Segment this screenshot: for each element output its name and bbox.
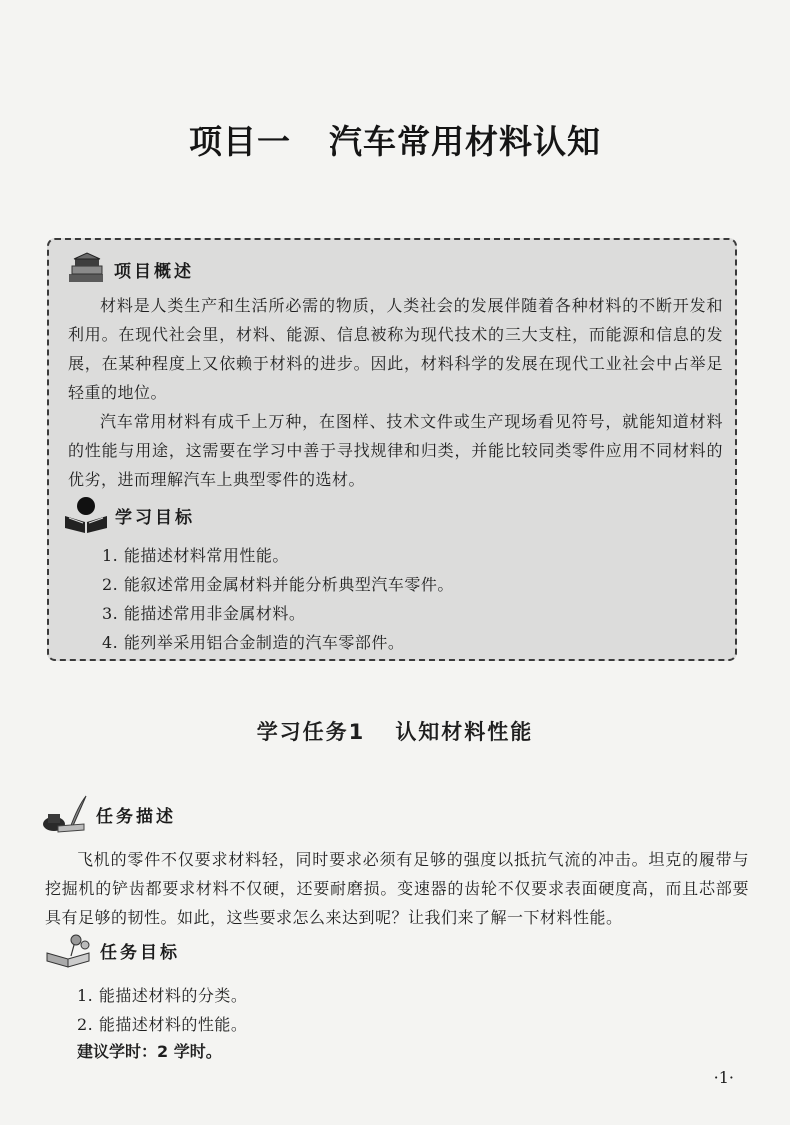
overview-paragraph-1: 材料是人类生产和生活所必需的物质，人类社会的发展伴随着各种材料的不断开发和利用。在现代社会里，材料、能源、信息被称为现代技术的三大支柱，而能源和信息的发展，在某种程度上又依赖于材料的进步。因此，材料科学的发展在现代工业社会中占举足轻重的地位。 — [68, 296, 723, 402]
task-description-text — [45, 845, 749, 932]
list-item: 1. 能描述材料的分类。 — [77, 986, 248, 1005]
list-item: 4. 能列举采用铝合金制造的汽车零部件。 — [102, 633, 405, 652]
suggested-hours: 建议学时：2 学时。 — [77, 1042, 222, 1061]
task-description-label: 任务描述 — [96, 806, 176, 827]
task-goals-list — [77, 981, 247, 1039]
title-project-name: 汽车常用材料认知 — [329, 122, 601, 161]
task-number: 学习任务1 — [256, 720, 366, 744]
books-stack-icon — [66, 252, 108, 286]
task-title — [0, 716, 790, 746]
list-item: 2. 能描述材料的性能。 — [77, 1015, 248, 1034]
learning-goals-heading — [63, 496, 195, 534]
list-item: 1. 能描述材料常用性能。 — [102, 546, 289, 565]
title-project-number: 项目一 — [189, 122, 291, 161]
page-number: ·1· — [713, 1068, 734, 1087]
reader-icon — [63, 496, 109, 534]
overview-text — [68, 291, 723, 494]
overview-label: 项目概述 — [114, 261, 194, 282]
task-name: 认知材料性能 — [395, 720, 534, 744]
open-book-flower-icon — [44, 931, 94, 969]
overview-paragraph-2: 汽车常用材料有成千上万种，在图样、技术文件或生产现场看见符号，就能知道材料的性能与用途，这需要在学习中善于寻找规律和归类，并能比较同类零件应用不同材料的优劣，进而理解汽车上典型零件的选材。 — [68, 412, 723, 489]
task-goals-label: 任务目标 — [100, 942, 180, 963]
task-description-paragraph: 飞机的零件不仅要求材料轻，同时要求必须有足够的强度以抵抗气流的冲击。坦克的履带与挖掘机的铲齿都要求材料不仅硬，还要耐磨损。变速器的齿轮不仅要求表面硬度高，而且芯部要具有足够的韧性。如此，这些要求怎么来达到呢？让我们来了解一下材料性能。 — [45, 850, 749, 927]
learning-goals-list — [102, 541, 454, 657]
page-title — [0, 116, 790, 163]
list-item: 2. 能叙述常用金属材料并能分析典型汽车零件。 — [102, 575, 454, 594]
overview-heading — [66, 252, 194, 286]
inkwell-quill-icon — [40, 794, 88, 834]
task-goals-heading — [44, 931, 180, 969]
list-item: 3. 能描述常用非金属材料。 — [102, 604, 306, 623]
task-description-heading — [40, 794, 176, 834]
learning-goals-label: 学习目标 — [115, 507, 195, 528]
